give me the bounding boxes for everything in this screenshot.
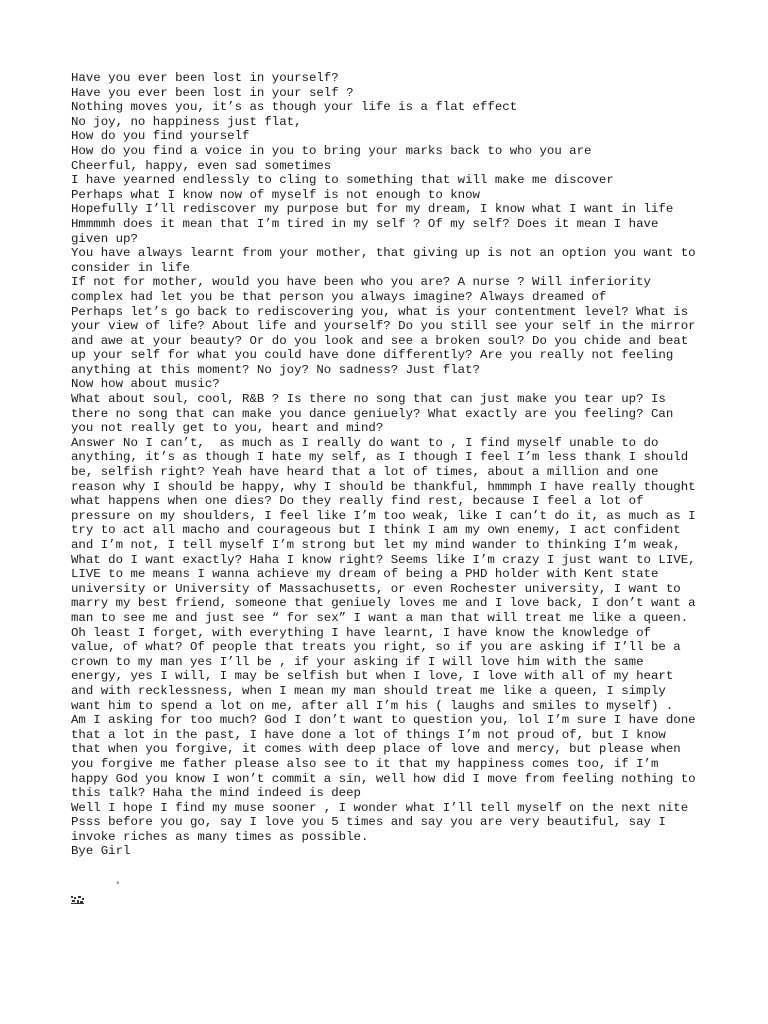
text-paragraph: Hmmmmh does it mean that I’m tired in my self ? Of my self? Does it mean I have given up? bbox=[71, 216, 666, 246]
text-paragraph: Answer No I can’t, as much as I really do want to , I find myself unable to do anything, it’s as though I hate my self, as I though I feel I’m less thank I should be, selfish right? Yeah have heard that a lot of times, about a million and one reason why I should be happy, why I should be thankful, hmmmph I have really thought what happens when one dies? Do they really find rest, because I feel a lot of pressure on my shoulders, I feel like I’m too weak, like I can’t do it, as much as I try to act all macho and courageous but I think I am my own enemy, I act confident and I’m not, I tell myself I’m strong but let my mind wander to thinking I’m weak, What do I want exactly? Haha I know right? Seems like I’m crazy I just want to LIVE, LIVE to me means I wanna achieve my dream of being a PHD holder with Kent state university or University of Massachusetts, or even Rochester university, I want to marry my best friend, someone that geniuely loves me and I love back, I don’t want a man to see me and just see “ for sex” I want a man that will treat me like a queen. Oh least I forget, with everything I have learnt, I have know the knowledge of value, of what? Of people that treats you right, so if you are asking if I’ll be a crown to my man yes I’ll be , if your asking if I will love him with the same energy, yes I will, I may be selfish but when I love, I love with all of my heart and with recklessness, when I mean my man should treat me like a queen, I simply want him to spend a lot on me, after all I’m his ( laughs and smiles to myself) . bbox=[71, 435, 704, 713]
text-line: No joy, no happiness just flat, bbox=[71, 114, 302, 129]
text-paragraph: What about soul, cool, R&B ? Is there no song that can just make you tear up? Is there no song that can make you dance geniuely? What exactly are you feeling? Can you not really get to you, heart and mind? bbox=[71, 392, 681, 436]
text-paragraph: Am I asking for too much? God I don’t want to question you, lol I’m sure I have done that a lot in the past, I have done a lot of things I’m not proud of, but I know that when you forgive, it comes with deep place of love and mercy, but please when you forgive me father please also see to it that my happiness comes too, if I’m happy God you know I won’t commit a sin, well how did I move from feeling nothing to this talk? Haha the mind indeed is deep bbox=[71, 713, 704, 801]
text-paragraph: Psss before you go, say I love you 5 times and say you are very beautiful, say I invoke riches as many times as possible. bbox=[71, 815, 674, 844]
text-line: Well I hope I find my muse sooner , I wonder what I’ll tell myself on the next nite bbox=[71, 800, 689, 815]
text-line: How do you find a voice in you to bring your marks back to who you are bbox=[71, 143, 592, 158]
text-line: Have you ever been lost in your self ? bbox=[71, 85, 354, 100]
text-line: Hopefully I’ll rediscover my purpose but for my dream, I know what I want in life bbox=[71, 202, 674, 217]
glyph-artifact-icon bbox=[71, 896, 84, 904]
text-line: How do you find yourself bbox=[71, 129, 250, 144]
text-line: I have yearned endlessly to cling to something that will make me discover bbox=[71, 173, 614, 188]
text-line: Perhaps what I know now of myself is not enough to know bbox=[71, 187, 480, 202]
text-line: Now how about music? bbox=[71, 377, 220, 392]
text-line: Cheerful, happy, even sad sometimes bbox=[71, 158, 332, 173]
text-line: Bye Girl bbox=[71, 844, 131, 859]
text-line: Have you ever been lost in yourself? bbox=[71, 71, 339, 85]
text-paragraph: You have always learnt from your mother, that giving up is not an option you want to consider in life bbox=[71, 246, 704, 275]
text-paragraph: If not for mother, would you have been who you are? A nurse ? Will inferiority complex had let you be that person you always imagine? Always dreamed of bbox=[71, 275, 659, 304]
text-paragraph: Perhaps let’s go back to rediscovering you, what is your contentment level? What is your view of life? About life and yourself? Do you still see your self in the mirror and awe at your beauty? Or do you look and see a broken soul? Do you chide and beat up your self for what you could have done differently? Are you really not feeling anything at this moment? No joy? No sadness? Just flat? bbox=[71, 304, 704, 377]
text-line: Nothing moves you, it’s as though your life is a flat effect bbox=[71, 100, 518, 115]
degree-symbol: ° bbox=[116, 881, 120, 889]
document-body bbox=[71, 71, 704, 859]
